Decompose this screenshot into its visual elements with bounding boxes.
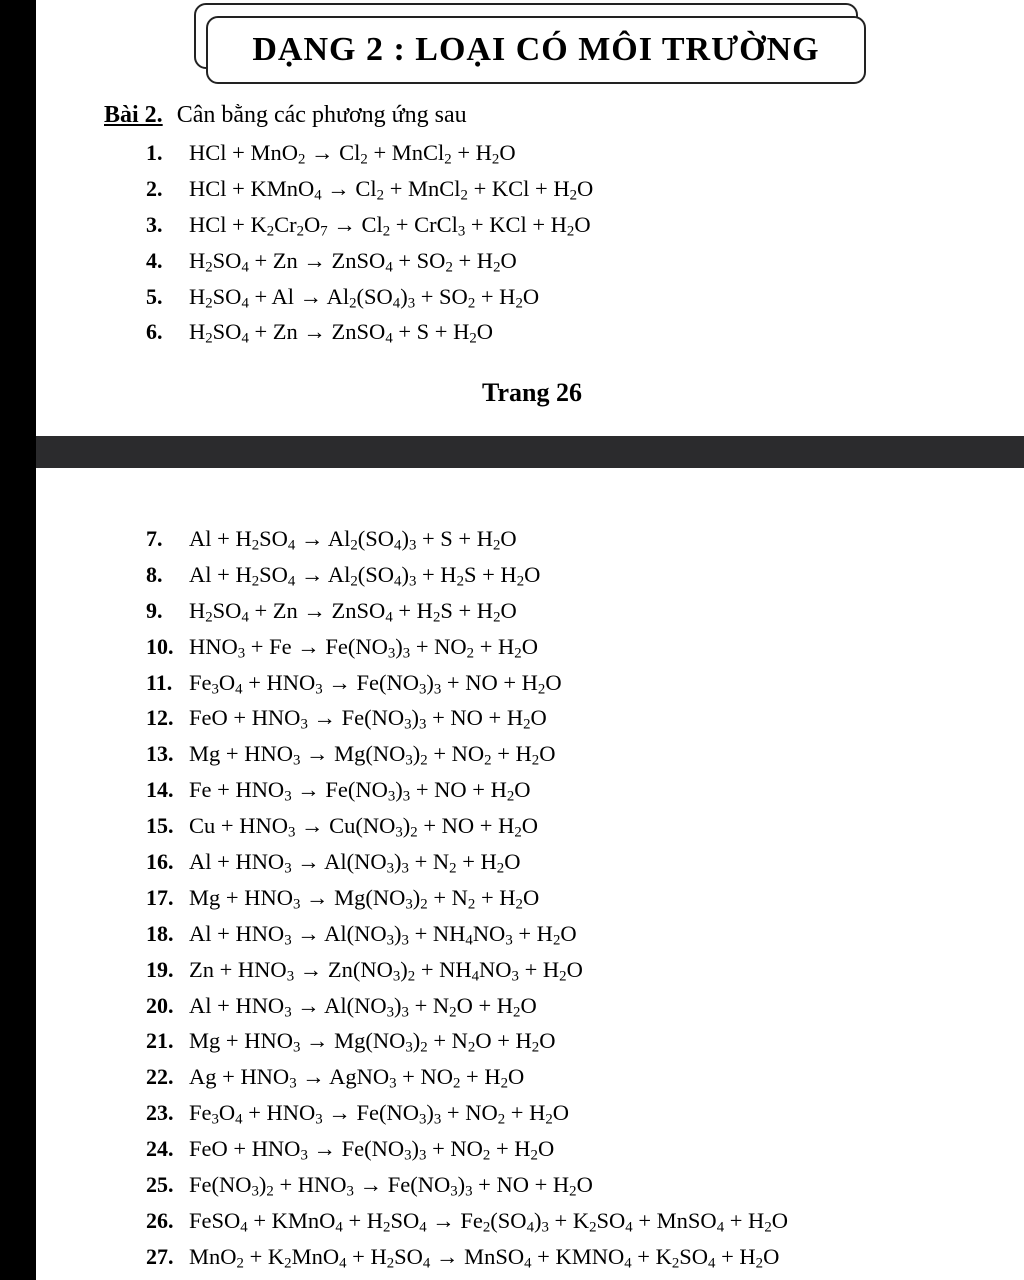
equation-number: 26.	[146, 1207, 174, 1233]
equation-item	[146, 880, 788, 916]
title-frame	[206, 16, 866, 84]
equation-item	[146, 916, 788, 952]
equation-item	[146, 736, 788, 772]
equation-text: $HNO_3 + Fe \to Fe(NO_3)_3 + NO_2 + H_2O$	[189, 633, 538, 661]
equation-text: $Fe(NO_3)_2 + HNO_3 \to Fe(NO_3)_3$ + NO + $H_2O$	[189, 1171, 593, 1200]
equation-item	[146, 1167, 788, 1203]
equation-text: $H_2SO_4 + Zn$ → ZnSO$_4$ + $S + H_2O$	[189, 319, 494, 347]
equation-text: HCl + $K_2Cr_2O_7 \to Cl_2$ + CrCl$_3$ + KCl + $H_2O$	[189, 211, 591, 239]
equation-text: $Al + HNO_3 \to Al(NO_3)_3 + N_2 + H_2O$	[189, 848, 521, 877]
equation-text: $Mg + HNO_3 \to Mg(NO_3)_2 + N_2 + H_2O$	[189, 884, 540, 913]
equation-item	[146, 808, 788, 844]
exercise-label: Bài 2.	[104, 102, 163, 128]
equation-text: FeSO$_4$ + KMnO$_4$ + $H_2SO_4 \to Fe_2(SO_4)_3 + K_2SO_4$ + MnSO$_4$ + $H_2O$	[189, 1207, 788, 1236]
equation-text: $Cu + HNO_3 \to Cu(NO_3)_2$ + NO + $H_2O$	[189, 813, 539, 841]
equation-number: 9.	[146, 597, 163, 623]
equation-item	[146, 557, 788, 593]
equation-text: $Mg + HNO_3 \to Mg(NO_3)_2 + N_2O + H_2O$	[189, 1028, 556, 1056]
exercise-instruction: Cân bằng các phương ứng sau	[176, 102, 467, 128]
equation-item	[146, 171, 593, 207]
exercise-header	[104, 102, 467, 129]
page-separator	[36, 436, 1024, 468]
equation-list-page2	[146, 521, 788, 1275]
equation-item	[146, 700, 788, 736]
equation-item	[146, 772, 788, 808]
equation-number: 24.	[146, 1136, 174, 1162]
equation-text: $Ag + HNO_3$ → AgNO$_3$ + $NO_2 + H_2O$	[189, 1064, 525, 1092]
equation-text: FeO + $HNO_3 \to Fe(NO_3)_3 + NO_2 + H_2O$	[189, 1136, 555, 1164]
equation-text: FeO + $HNO_3 \to Fe(NO_3)_3$ + NO + $H_2O$	[189, 705, 547, 733]
equation-item	[146, 207, 593, 243]
equation-item	[146, 1059, 788, 1095]
equation-number: 4.	[146, 247, 163, 273]
equation-item	[146, 243, 593, 279]
equation-number: 7.	[146, 525, 163, 551]
equation-number: 11.	[146, 669, 173, 695]
equation-number: 25.	[146, 1171, 174, 1197]
equation-text: $Mg + HNO_3 \to Mg(NO_3)_2 + NO_2 + H_2O$	[189, 741, 556, 769]
equation-item	[146, 521, 788, 557]
equation-number: 2.	[146, 175, 163, 201]
equation-number: 5.	[146, 283, 163, 309]
equation-item	[146, 665, 788, 701]
equation-number: 21.	[146, 1028, 174, 1054]
equation-text: $Fe_3O_4 + HNO_3 \to Fe(NO_3)_3$ + NO + $H_2O$	[189, 669, 562, 697]
equation-text: $Al + HNO_3 \to Al(NO_3)_3 + N_2O + H_2O$	[189, 992, 537, 1020]
page-title: DẠNG 2 : LOẠI CÓ MÔI TRƯỜNG	[252, 31, 820, 68]
equation-item	[146, 135, 593, 171]
equation-text: $H_2SO_4 + Al \to Al_2(SO_4)_3 + SO_2 + H_2O$	[189, 283, 540, 311]
equation-text: $Fe_3O_4 + HNO_3 \to Fe(NO_3)_3 + NO_2 + H_2O$	[189, 1100, 570, 1128]
equation-item	[146, 1203, 788, 1239]
equation-number: 19.	[146, 956, 174, 982]
equation-number: 16.	[146, 848, 174, 874]
equation-number: 10.	[146, 633, 174, 659]
equation-text: $Al + H_2SO_4 \to Al_2(SO_4)_3 + H_2S + H_2O$	[189, 561, 541, 590]
equation-number: 22.	[146, 1064, 174, 1090]
equation-item	[146, 952, 788, 988]
equation-number: 20.	[146, 992, 174, 1018]
equation-number: 18.	[146, 920, 174, 946]
equation-number: 15.	[146, 813, 174, 839]
equation-text: $Al + H_2SO_4 \to Al_2(SO_4)_3 + S + H_2O$	[189, 525, 517, 554]
equation-number: 12.	[146, 705, 174, 731]
equation-text: HCl + $MnO_2 \to Cl_2$ + MnCl$_2$ + $H_2O$	[189, 139, 516, 168]
equation-text: $Al + HNO_3 \to Al(NO_3)_3 + NH_4NO_3 + H_2O$	[189, 920, 577, 948]
equation-number: 8.	[146, 561, 163, 587]
equation-number: 27.	[146, 1243, 174, 1269]
equation-item	[146, 988, 788, 1024]
equation-text: $H_2SO_4 + Zn$ → ZnSO$_4$ + $SO_2 + H_2O$	[189, 247, 517, 275]
equation-number: 1.	[146, 139, 163, 165]
equation-item	[146, 1095, 788, 1131]
equation-number: 6.	[146, 319, 163, 345]
equation-item	[146, 314, 593, 350]
equation-text: $Zn + HNO_3 \to Zn(NO_3)_2 + NH_4NO_3 + H_2O$	[189, 956, 583, 984]
equation-text: $Fe + HNO_3 \to Fe(NO_3)_3$ + NO + $H_2O$	[189, 777, 531, 805]
equation-item	[146, 279, 593, 315]
equation-number: 3.	[146, 211, 163, 237]
page-number: Trang 26	[482, 378, 582, 407]
equation-item	[146, 1239, 788, 1275]
equation-item	[146, 593, 788, 629]
equation-list-page1	[146, 135, 593, 350]
equation-item	[146, 1023, 788, 1059]
equation-text: HCl + KMnO$_4$ → $Cl_2$ + MnCl$_2$ + KCl + $H_2O$	[189, 175, 594, 204]
equation-number: 14.	[146, 777, 174, 803]
equation-item	[146, 844, 788, 880]
equation-item	[146, 1131, 788, 1167]
equation-item	[146, 629, 788, 665]
equation-number: 23.	[146, 1100, 174, 1126]
equation-number: 13.	[146, 741, 174, 767]
equation-number: 17.	[146, 884, 174, 910]
equation-text: $MnO_2 + K_2MnO_4 + H_2SO_4$ → MnSO$_4$ + $KMNO_4 + K_2SO_4 + H_2O$	[189, 1243, 780, 1272]
equation-text: $H_2SO_4 + Zn$ → ZnSO$_4$ + $H_2S + H_2O$	[189, 597, 517, 625]
